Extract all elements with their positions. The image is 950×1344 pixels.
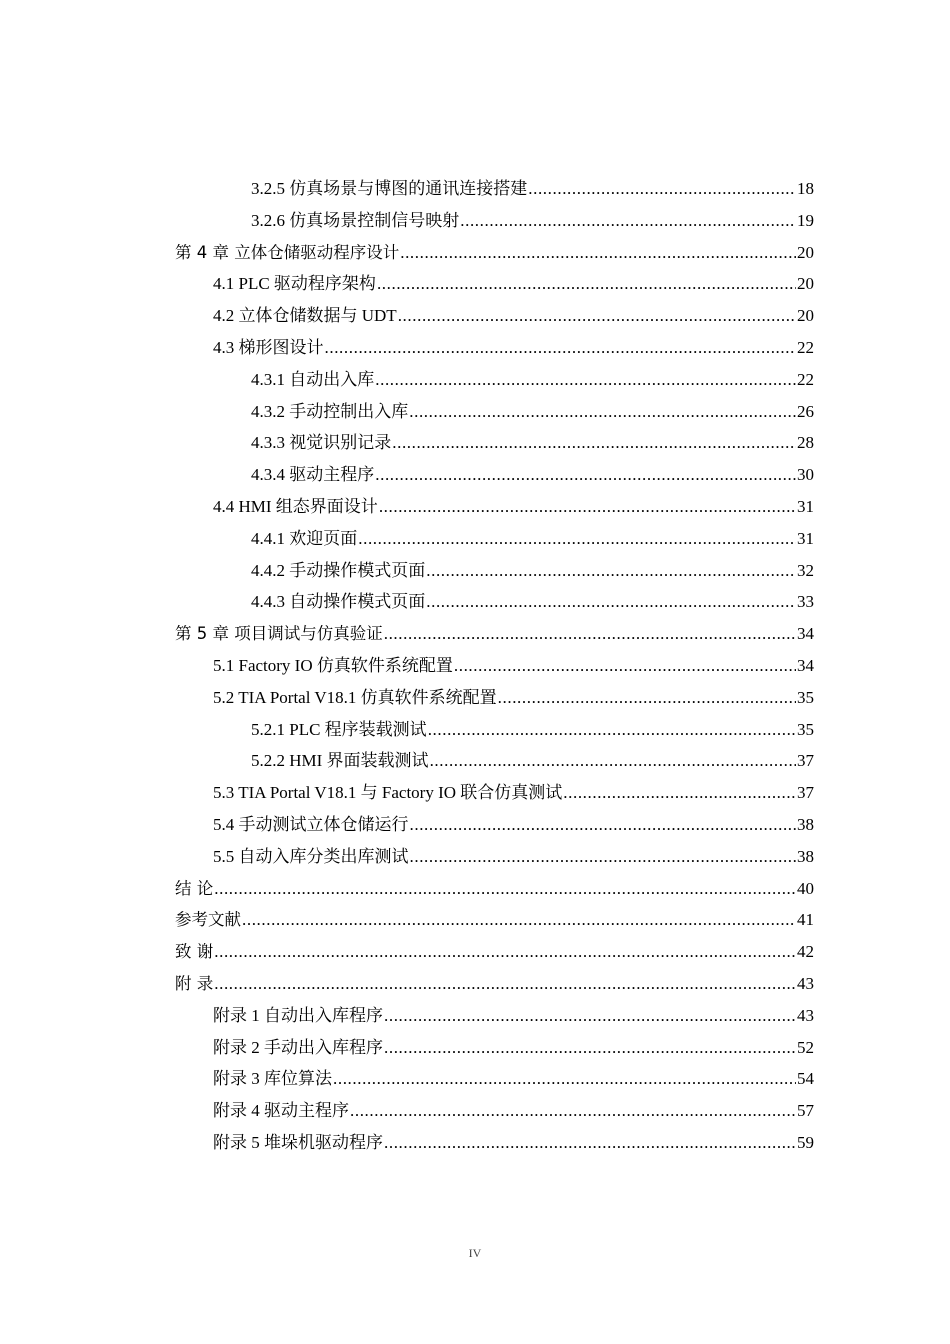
toc-entry-page-number: 57 (797, 1101, 814, 1121)
toc-leader-dots (409, 401, 796, 423)
toc-entry[interactable] (213, 997, 814, 1027)
toc-entry-page-number: 22 (797, 369, 814, 389)
toc-entry-page-number: 28 (797, 433, 814, 453)
toc-entry-page-number: 33 (797, 592, 814, 612)
toc-entry-page-number: 20 (797, 306, 814, 326)
toc-entry-page-number: 18 (797, 179, 814, 198)
toc-entry[interactable] (251, 520, 814, 550)
toc-entry-title: 4.3.1 自动出入库 (251, 369, 375, 389)
toc-entry-page-number: 43 (797, 974, 814, 993)
toc-entry-title: 4.3.2 手动控制出入库 (251, 401, 409, 421)
toc-entry-title: 附录 3 库位算法 (213, 1069, 332, 1089)
toc-entry[interactable] (213, 1092, 814, 1122)
toc-entry-page-number: 41 (797, 910, 814, 930)
toc-entry[interactable] (213, 806, 814, 836)
toc-entry-title: 3.2.6 仿真场景控制信号映射 (251, 210, 460, 230)
toc-entry-page-number: 20 (797, 274, 814, 294)
toc-entry-title: 5.5 自动入库分类出库测试 (213, 846, 409, 866)
toc-leader-dots (384, 1037, 796, 1059)
toc-leader-dots (384, 1132, 796, 1154)
toc-leader-dots (410, 846, 797, 868)
toc-entry-title: 附录 5 堆垛机驱动程序 (213, 1133, 383, 1152)
toc-leader-dots (375, 464, 796, 486)
toc-entry[interactable] (251, 742, 814, 772)
toc-entry-page-number: 43 (797, 1005, 814, 1025)
toc-entry[interactable] (175, 234, 814, 264)
toc-leader-dots (214, 941, 796, 963)
toc-entry-page-number: 19 (797, 210, 814, 230)
toc-leader-dots (392, 432, 796, 454)
toc-entry[interactable] (213, 679, 814, 709)
toc-entry-page-number: 37 (797, 751, 814, 771)
toc-leader-dots (333, 1068, 796, 1090)
toc-leader-dots (563, 782, 796, 804)
toc-leader-dots (384, 1005, 796, 1027)
toc-entry[interactable] (251, 202, 814, 232)
toc-leader-dots (426, 591, 796, 613)
toc-entry-title: 4.3.3 视觉识别记录 (251, 433, 392, 453)
toc-entry-title: 4.3.4 驱动主程序 (251, 465, 375, 485)
toc-leader-dots (350, 1100, 796, 1122)
toc-entry[interactable] (251, 711, 814, 741)
toc-leader-dots (460, 210, 796, 232)
toc-entry[interactable] (251, 170, 814, 200)
toc-entry-title: 第 5 章 项目调试与仿真验证 (175, 624, 383, 644)
toc-leader-dots (400, 242, 796, 264)
toc-entry-page-number: 34 (797, 624, 814, 644)
toc-entry-page-number: 35 (797, 687, 814, 707)
toc-entry-title: 4.4.3 自动操作模式页面 (251, 592, 426, 612)
toc-entry[interactable] (175, 870, 814, 900)
toc-entry-title: 4.4.1 欢迎页面 (251, 528, 358, 548)
toc-entry[interactable] (251, 456, 814, 486)
toc-entry-title: 4.4.2 手动操作模式页面 (251, 560, 426, 580)
toc-entry[interactable] (213, 647, 814, 677)
toc-entry-page-number: 38 (797, 846, 814, 866)
toc-entry-page-number: 42 (797, 942, 814, 962)
toc-leader-dots (384, 623, 796, 645)
toc-entry[interactable] (213, 1060, 814, 1090)
toc-entry-page-number: 35 (797, 719, 814, 739)
toc-entry-title: 5.1 Factory IO 仿真软件系统配置 (213, 656, 453, 675)
toc-leader-dots (377, 273, 796, 295)
toc-entry-title: 5.3 TIA Portal V18.1 与 Factory IO 联合仿真测试 (213, 783, 563, 803)
toc-entry[interactable] (175, 933, 814, 963)
toc-leader-dots (242, 909, 796, 931)
toc-entry[interactable] (251, 552, 814, 582)
toc-entry-page-number: 31 (797, 497, 814, 516)
toc-leader-dots (426, 560, 796, 582)
toc-entry-title: 附录 1 自动出入库程序 (213, 1005, 383, 1025)
toc-leader-dots (325, 337, 797, 359)
toc-leader-dots (430, 750, 796, 772)
toc-entry-title: 5.2.2 HMI 界面装载测试 (251, 751, 429, 771)
toc-entry-title: 5.2 TIA Portal V18.1 仿真软件系统配置 (213, 687, 497, 707)
toc-entry[interactable] (213, 838, 814, 868)
toc-entry-title: 附录 2 手动出入库程序 (213, 1037, 383, 1057)
toc-entry[interactable] (175, 901, 814, 931)
page-footer-number: IV (468, 1246, 482, 1260)
toc-entry-page-number: 40 (797, 878, 814, 898)
toc-entry[interactable] (251, 424, 814, 454)
toc-entry[interactable] (175, 965, 814, 995)
toc-entry-page-number: 26 (797, 401, 814, 421)
toc-entry-title: 附 录 (175, 974, 214, 993)
toc-entry-page-number: 52 (797, 1037, 814, 1057)
toc-leader-dots (398, 305, 796, 327)
toc-entry-page-number: 32 (797, 560, 814, 580)
toc-entry-title: 附录 4 驱动主程序 (213, 1101, 349, 1121)
toc-entry-page-number: 38 (797, 815, 814, 834)
toc-entry[interactable] (213, 1124, 814, 1154)
toc-entry-title: 参考文献 (175, 910, 241, 930)
toc-entry[interactable] (213, 265, 814, 295)
toc-entry-page-number: 34 (797, 656, 814, 675)
toc-leader-dots (375, 369, 796, 391)
toc-leader-dots (498, 687, 796, 709)
toc-entry-page-number: 59 (797, 1133, 814, 1152)
toc-entry-title: 4.1 PLC 驱动程序架构 (213, 274, 376, 294)
toc-entry-page-number: 30 (797, 465, 814, 485)
toc-entry[interactable] (213, 488, 814, 518)
toc-entry[interactable] (251, 583, 814, 613)
toc-entry[interactable] (251, 361, 814, 391)
toc-entry-page-number: 37 (797, 783, 814, 803)
toc-leader-dots (528, 178, 796, 200)
toc-entry-title: 5.2.1 PLC 程序装载测试 (251, 719, 427, 739)
toc-entry-page-number: 22 (797, 338, 814, 357)
toc-leader-dots (214, 878, 796, 900)
toc-leader-dots (410, 814, 797, 836)
toc-entry-title: 第 4 章 立体仓储驱动程序设计 (175, 242, 400, 262)
toc-leader-dots (428, 719, 796, 741)
toc-entry-page-number: 20 (797, 242, 814, 262)
toc-entry-title: 4.3 梯形图设计 (213, 338, 324, 357)
toc-entry[interactable] (213, 329, 814, 359)
toc-entry-page-number: 54 (797, 1069, 814, 1089)
toc-leader-dots (214, 973, 796, 995)
toc-entry-title: 5.4 手动测试立体仓储运行 (213, 815, 409, 834)
toc-entry-page-number: 31 (797, 528, 814, 548)
toc-entry-title: 4.2 立体仓储数据与 UDT (213, 306, 397, 326)
toc-entry[interactable] (213, 774, 814, 804)
toc-entry-title: 4.4 HMI 组态界面设计 (213, 497, 378, 516)
toc-entry-title: 致 谢 (175, 942, 214, 962)
toc-entry[interactable] (175, 615, 814, 645)
toc-entry-title: 结 论 (175, 878, 214, 898)
toc-entry[interactable] (213, 1029, 814, 1059)
toc-entry[interactable] (251, 393, 814, 423)
toc-leader-dots (454, 655, 796, 677)
toc-leader-dots (379, 496, 796, 518)
toc-entry-title: 3.2.5 仿真场景与博图的通讯连接搭建 (251, 179, 528, 198)
toc-entry[interactable] (213, 297, 814, 327)
toc-leader-dots (358, 528, 796, 550)
